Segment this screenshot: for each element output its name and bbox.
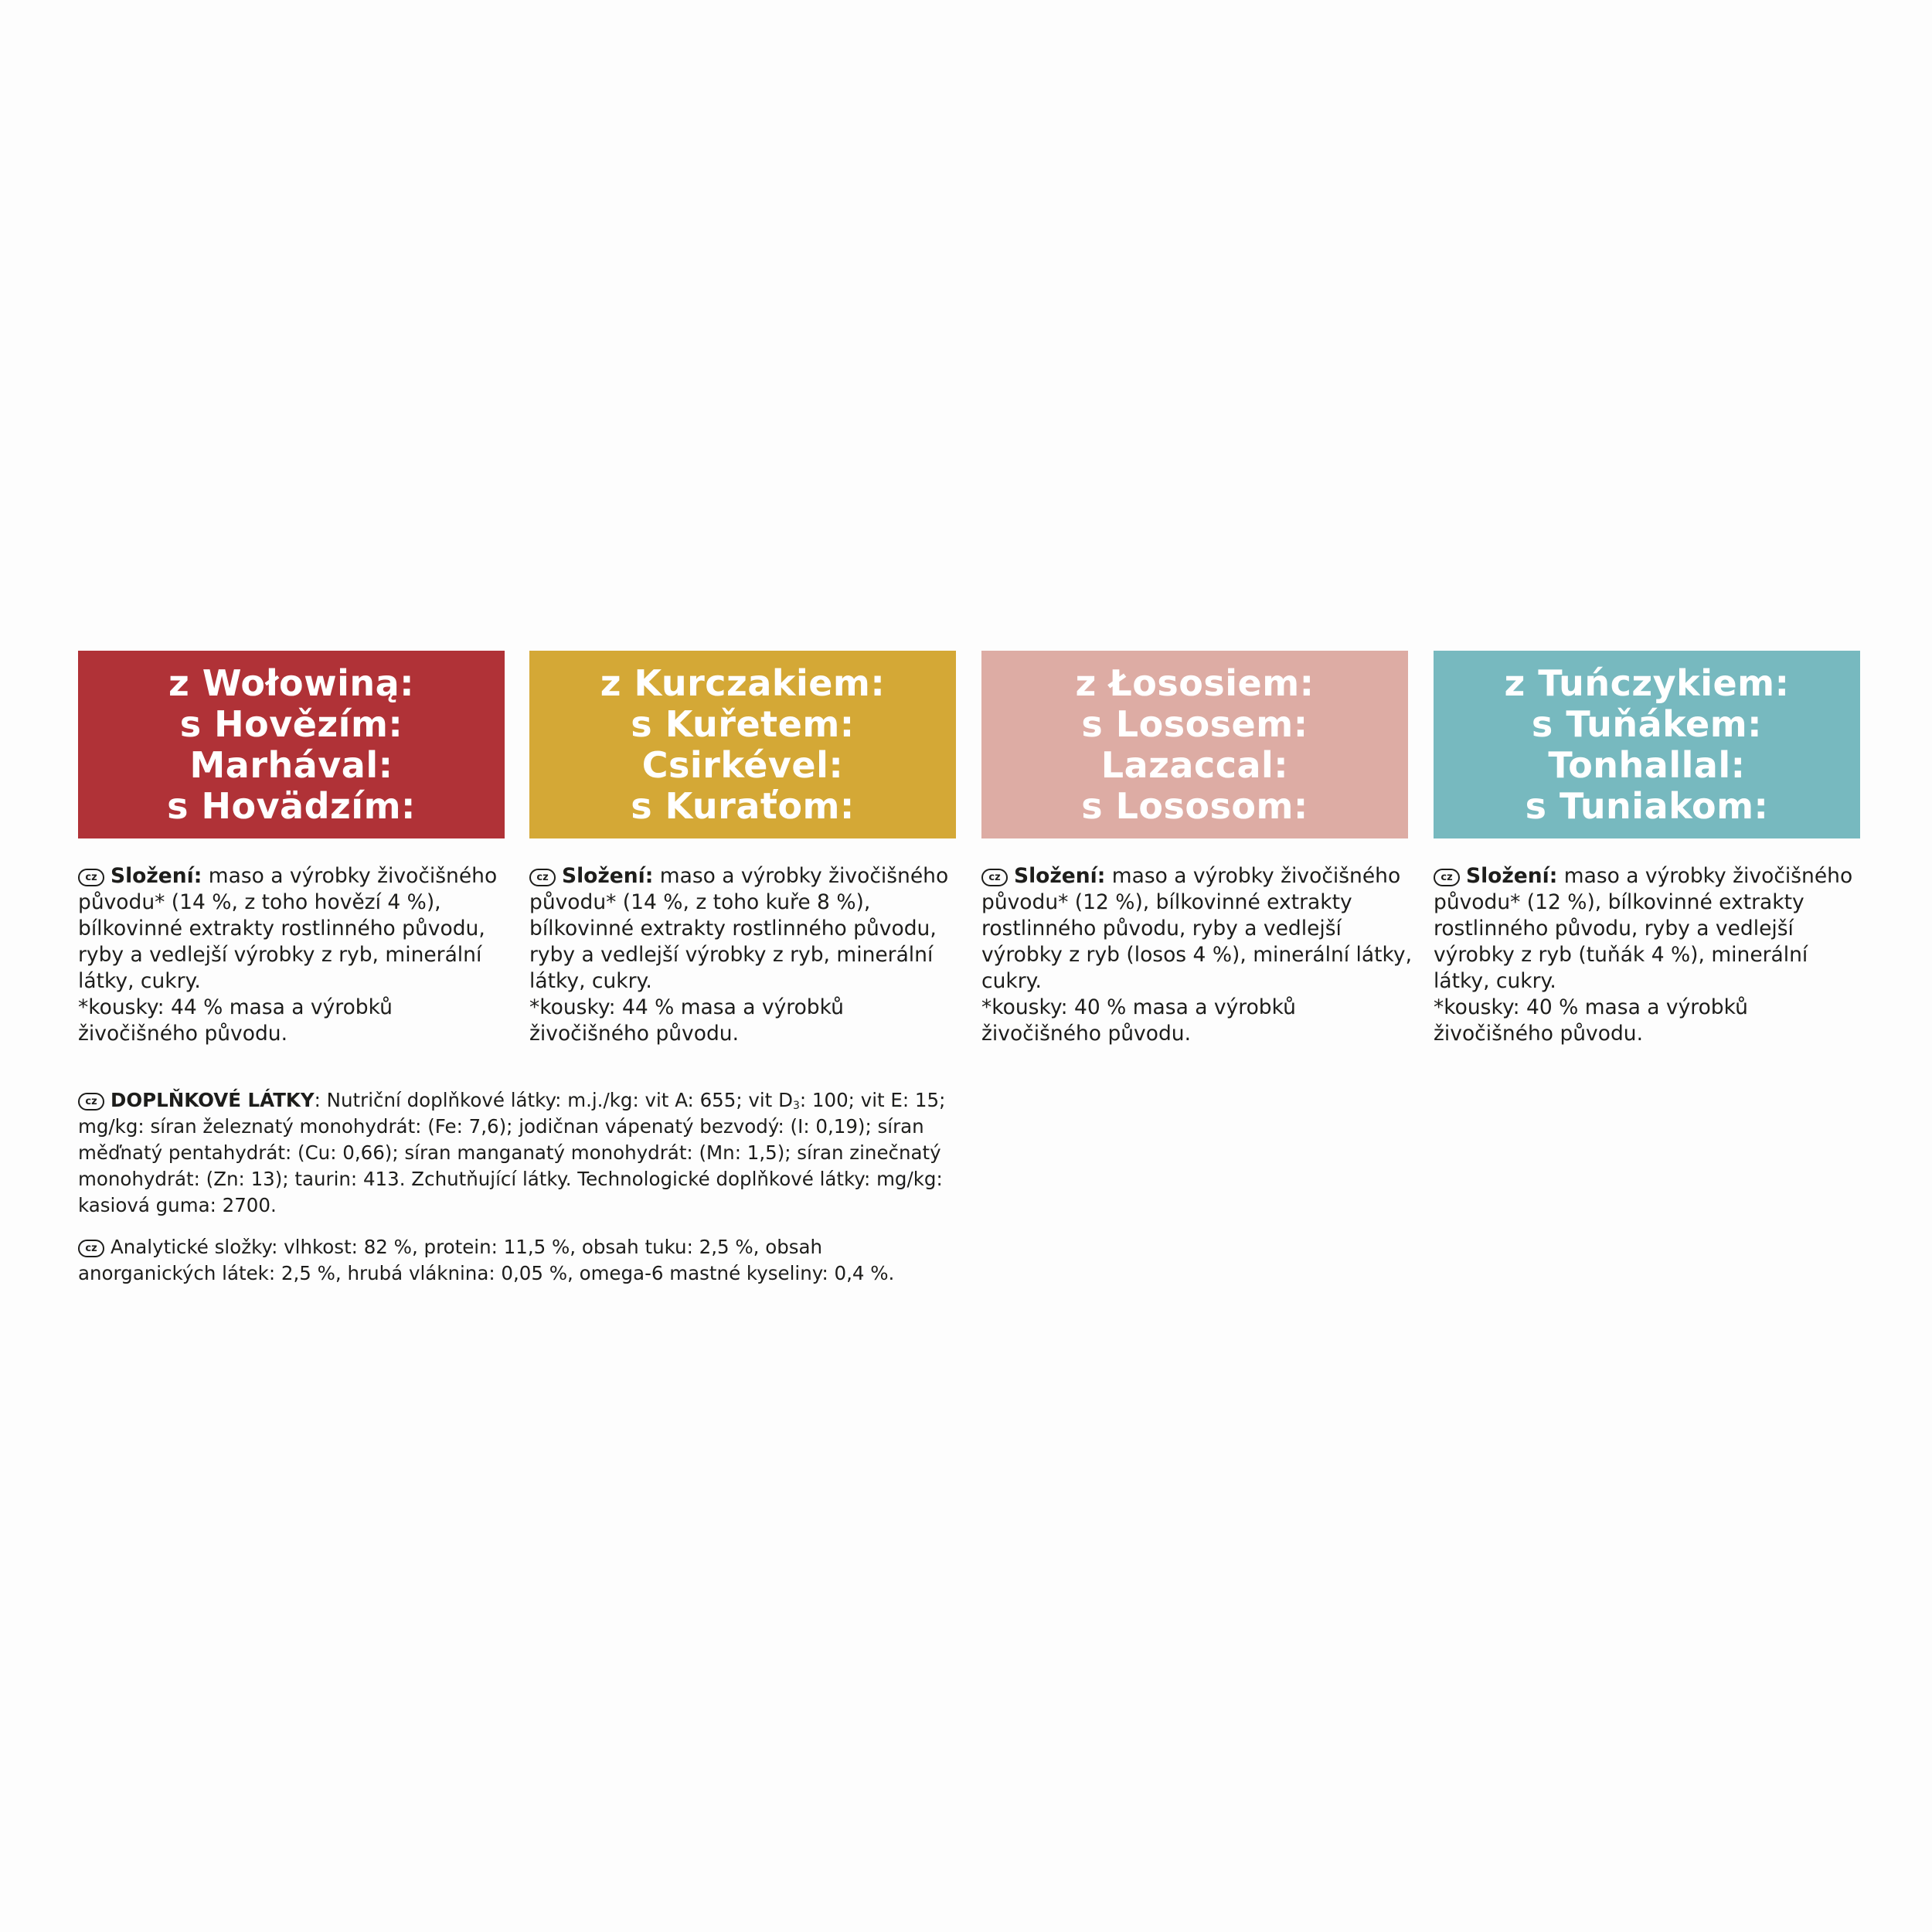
ingredients-beef [78, 863, 511, 1047]
header-tuna-line-hu: Tonhallal: [1548, 744, 1746, 786]
cz-language-icon: cz [78, 1240, 104, 1257]
cz-language-icon: cz [78, 869, 104, 886]
analytics-text: Analytické složky: vlhkost: 82 %, protein: 11,5 %, obsah tuku: 2,5 %, obsah anorganických látek: 2,5 %, hrubá vláknina: 0,05 %, omega-6 mastné kyseliny: 0,4 %. [78, 1236, 895, 1284]
cz-language-icon: cz [1434, 869, 1460, 886]
header-chicken [529, 651, 956, 838]
header-beef-line-cz: s Hovězím: [179, 703, 403, 745]
ingredients-chicken [529, 863, 962, 1047]
ingredients-text: maso a výrobky živočišného původu* (14 %, z toho kuře 8 %), bílkovinné extrakty rostlinného původu, ryby a vedlejší výrobky z ryb, minerální látky, cukry. [529, 864, 949, 993]
header-beef-line-pl: z Wołowiną: [168, 662, 415, 704]
cz-language-icon: cz [78, 1093, 104, 1111]
header-chicken-line-hu: Csirkével: [641, 744, 844, 786]
additives-text-part1: : Nutriční doplňkové látky: m.j./kg: vit A: 655; vit D [314, 1089, 793, 1111]
analytics-section [78, 1234, 928, 1287]
header-beef-line-sk: s Hovädzím: [167, 785, 416, 827]
header-salmon [981, 651, 1408, 838]
header-tuna-line-pl: z Tuńczykiem: [1504, 662, 1790, 704]
ingredients-note: *kousky: 44 % masa a výrobků živočišného původu. [529, 995, 844, 1046]
header-chicken-line-cz: s Kuřetem: [631, 703, 855, 745]
ingredients-text: maso a výrobky živočišného původu* (12 %), bílkovinné extrakty rostlinného původu, ryby a vedlejší výrobky z ryb (tuňák 4 %), minerální látky, cukry. [1434, 864, 1853, 993]
header-tuna-line-sk: s Tuniakom: [1525, 785, 1769, 827]
header-salmon-line-sk: s Lososom: [1081, 785, 1308, 827]
ingredients-label: Složení: [1014, 864, 1106, 888]
cz-language-icon: cz [529, 869, 556, 886]
header-tuna [1434, 651, 1860, 838]
ingredients-tuna [1434, 863, 1866, 1047]
ingredients-label: Složení: [562, 864, 654, 888]
header-beef [78, 651, 505, 838]
ingredients-text: maso a výrobky živočišného původu* (12 %), bílkovinné extrakty rostlinného původu, ryby a vedlejší výrobky z ryb (losos 4 %), minerální látky, cukry. [981, 864, 1413, 993]
header-chicken-line-pl: z Kurczakiem: [600, 662, 886, 704]
header-salmon-line-hu: Lazaccal: [1100, 744, 1289, 786]
additives-section [78, 1087, 975, 1219]
ingredients-label: Složení: [111, 864, 202, 888]
additives-subscript: 3 [792, 1100, 800, 1112]
ingredients-note: *kousky: 40 % masa a výrobků živočišného původu. [1434, 995, 1748, 1046]
header-tuna-line-cz: s Tuňákem: [1531, 703, 1763, 745]
additives-label: DOPLŇKOVÉ LÁTKY [111, 1089, 315, 1111]
ingredients-salmon [981, 863, 1414, 1047]
ingredients-note: *kousky: 44 % masa a výrobků živočišného původu. [78, 995, 393, 1046]
header-chicken-line-sk: s Kuraťom: [631, 785, 855, 827]
additives-text-part2: : 100; vit E: 15; mg/kg: síran železnatý monohydrát: (Fe: 7,6); jodičnan vápenatý bezvodý: (I: 0,19); síran měďnatý pentahydrát: (Cu: 0,66); síran manganatý monohydrát: (Mn: 1,5); síran zinečnatý monohydrát: (Zn: 13); taurin: 413. Zchutňující látky. Technologické doplňkové látky: mg/kg: kasiová guma: 2700. [78, 1089, 946, 1216]
ingredients-label: Složení: [1466, 864, 1558, 888]
ingredients-text: maso a výrobky živočišného původu* (14 %, z toho hovězí 4 %), bílkovinné extrakty rostlinného původu, ryby a vedlejší výrobky z ryb, minerální látky, cukry. [78, 864, 498, 993]
header-beef-line-hu: Marhával: [189, 744, 393, 786]
header-salmon-line-cz: s Lososem: [1081, 703, 1308, 745]
header-salmon-line-pl: z Łososiem: [1075, 662, 1315, 704]
cz-language-icon: cz [981, 869, 1008, 886]
ingredients-note: *kousky: 40 % masa a výrobků živočišného původu. [981, 995, 1296, 1046]
